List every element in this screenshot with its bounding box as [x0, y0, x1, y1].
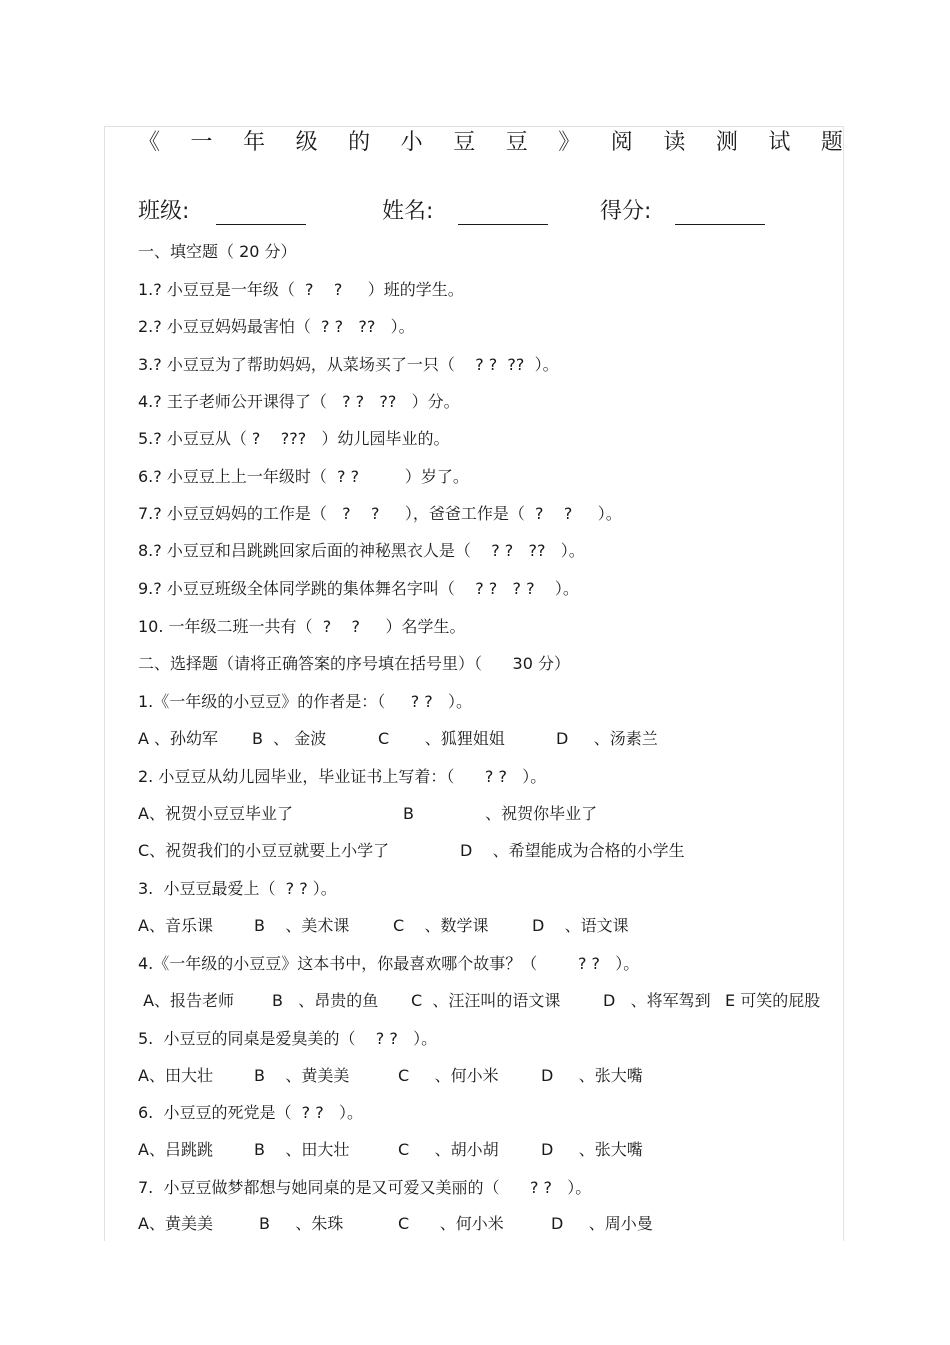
fill-item: 5.? 小豆豆从（ ? ??? ）幼儿园毕业的。: [138, 429, 450, 448]
choice-option: A、黄美美: [138, 1214, 213, 1233]
title-char: 阅: [610, 129, 633, 155]
fill-item: 2.? 小豆豆妈妈最害怕（ ? ? ?? ）。: [138, 317, 415, 336]
choice-option: A、田大壮: [138, 1066, 213, 1085]
choice-option: E 可笑的屁股: [725, 991, 821, 1010]
choice-option: A、音乐课: [138, 916, 213, 935]
title-char: 级: [295, 129, 318, 155]
choice-option: A、祝贺小豆豆毕业了: [138, 804, 293, 823]
choice-option: B 、 金波: [252, 729, 327, 748]
title-char: 题: [820, 129, 843, 155]
choice-question: 1.《一年级的小豆豆》的作者是：（ ? ? ）。: [138, 692, 473, 711]
fill-item: 8.? 小豆豆和吕跳跳回家后面的神秘黑衣人是（ ? ? ?? ）。: [138, 541, 585, 560]
class-field: [138, 194, 318, 228]
title-char: 的: [348, 129, 371, 155]
fill-item: 9.? 小豆豆班级全体同学跳的集体舞名字叫（ ? ? ? ? ）。: [138, 579, 579, 598]
section1-heading: 一、填空题（ 20 分）: [138, 242, 297, 261]
class-label: 班级:: [138, 199, 190, 224]
choice-question: 2. 小豆豆从幼儿园毕业，毕业证书上写着：（ ? ? ）。: [138, 767, 547, 786]
fill-item: 4.? 王子老师公开课得了（ ? ? ?? ）分。: [138, 392, 460, 411]
class-blank: [216, 224, 306, 225]
choice-question: 7. 小豆豆做梦都想与她同桌的是又可爱又美丽的（ ? ? ）。: [138, 1178, 592, 1197]
title-char: 《: [138, 129, 161, 155]
title-char: 豆: [453, 129, 476, 155]
title-char: 豆: [505, 129, 528, 155]
choice-option: B 、祝贺你毕业了: [403, 804, 598, 823]
title-char: 读: [663, 129, 686, 155]
choice-option: C 、汪汪叫的语文课: [411, 991, 561, 1010]
choice-question: 5. 小豆豆的同桌是爱臭美的（ ? ? ）。: [138, 1029, 438, 1048]
name-blank: [458, 224, 548, 225]
choice-option: C 、何小米: [398, 1066, 499, 1085]
score-field: [600, 194, 780, 228]
choice-option: D 、周小曼: [551, 1214, 653, 1233]
choice-option: C 、何小米: [398, 1214, 504, 1233]
choice-question: 4.《一年级的小豆豆》这本书中，你最喜欢哪个故事？（ ? ? ）。: [138, 954, 640, 973]
score-label: 得分:: [600, 199, 652, 224]
choice-question: 6. 小豆豆的死党是（ ? ? ）。: [138, 1103, 363, 1122]
title-char: 测: [715, 129, 738, 155]
choice-option: D 、汤素兰: [556, 729, 658, 748]
fill-item: 10. 一年级二班一共有（ ? ? ）名学生。: [138, 617, 466, 636]
choice-option: A、报告老师: [138, 991, 235, 1010]
choice-option: D 、张大嘴: [541, 1066, 643, 1085]
choice-option: B 、朱珠: [259, 1214, 344, 1233]
name-label: 姓名:: [382, 199, 434, 224]
title-char: 小: [400, 129, 423, 155]
choice-option: D 、将军驾到: [603, 991, 711, 1010]
choice-option: A、吕跳跳: [138, 1140, 213, 1159]
score-blank: [675, 224, 765, 225]
choice-option: B 、黄美美: [254, 1066, 350, 1085]
choice-option: C 、胡小胡: [398, 1140, 499, 1159]
name-field: [382, 194, 562, 228]
fill-item: 1.? 小豆豆是一年级（ ? ? ）班的学生。: [138, 280, 464, 299]
choice-question: 3. 小豆豆最爱上（ ? ? ）。: [138, 879, 337, 898]
title-char: 一: [190, 129, 213, 155]
document-title: [138, 125, 843, 155]
choice-option: C 、狐狸姐姐: [378, 729, 505, 748]
choice-option: D 、语文课: [532, 916, 629, 935]
fill-item: 3.? 小豆豆为了帮助妈妈，从菜场买了一只（ ? ? ?? ）。: [138, 355, 559, 374]
fill-item: 6.? 小豆豆上上一年级时（ ? ? ）岁了。: [138, 467, 469, 486]
fill-item: 7.? 小豆豆妈妈的工作是（ ? ? ），爸爸工作是（ ? ? ）。: [138, 504, 622, 523]
choice-option: B 、美术课: [254, 916, 350, 935]
section2-heading: 二、选择题（请将正确答案的序号填在括号里）（ 30 分）: [138, 654, 570, 673]
title-char: 年: [243, 129, 266, 155]
choice-option: B 、昂贵的鱼: [272, 991, 379, 1010]
choice-option: C、祝贺我们的小豆豆就要上小学了: [138, 841, 390, 860]
title-char: 》: [558, 129, 581, 155]
choice-option: B 、田大壮: [254, 1140, 350, 1159]
choice-option: D 、希望能成为合格的小学生: [460, 841, 685, 860]
title-char: 试: [768, 129, 791, 155]
choice-option: D 、张大嘴: [541, 1140, 643, 1159]
choice-option: A 、孙幼军: [138, 729, 219, 748]
choice-option: C 、数学课: [393, 916, 489, 935]
